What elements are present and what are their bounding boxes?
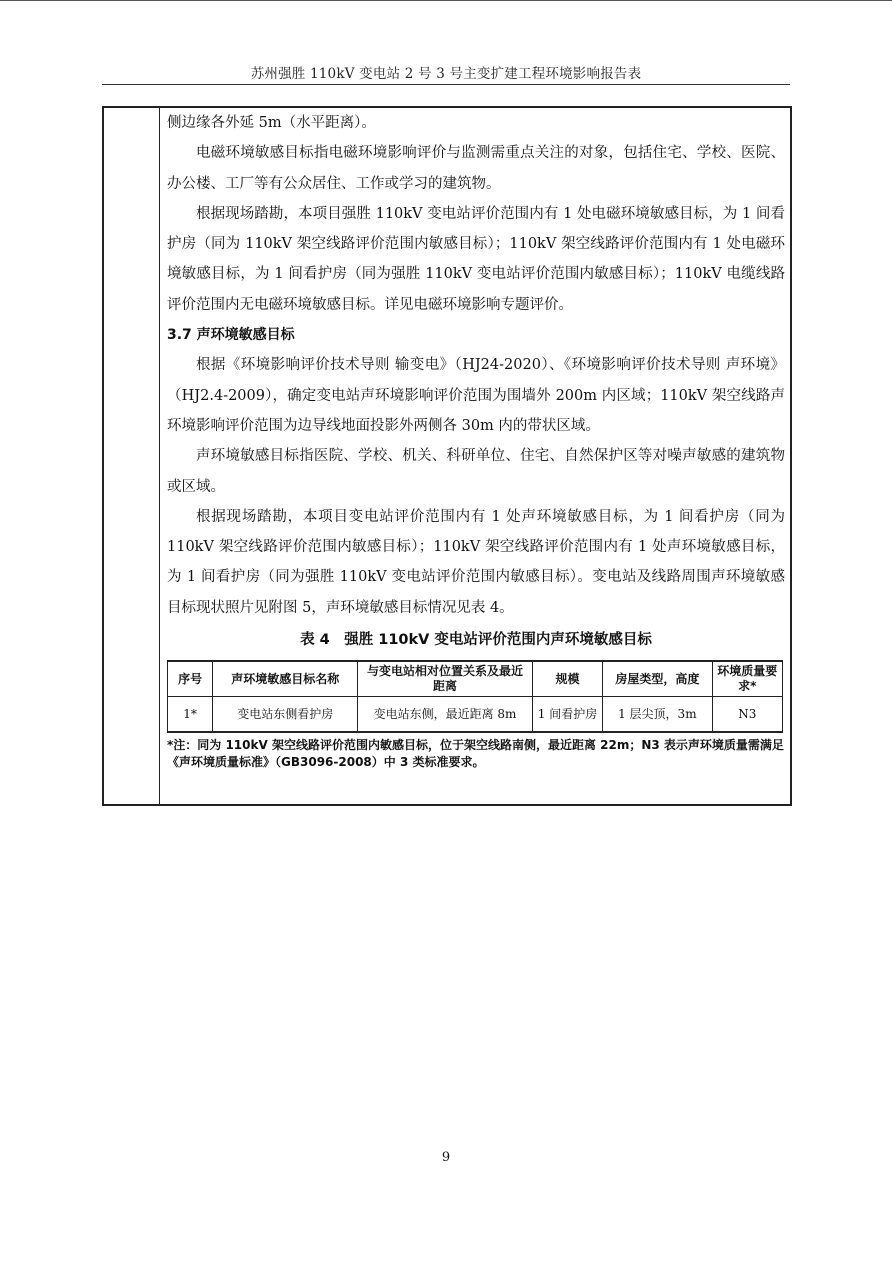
paragraph-noise-range: 根据《环境影响评价技术导则 输变电》（HJ24-2020）、《环境影响评价技术导则 声环境》（HJ2.4-2009），确定变电站声环境影响评价范围为围墙外 200m 内区域；110kV 架空线路声环境影响评价范围为边导线地面投影外两侧各 30m 内的带状区域。 [167, 357, 785, 434]
table-header-row [168, 661, 783, 697]
content-cell [167, 108, 785, 771]
paragraph-range-continuation: 侧边缘各外延 5m（水平距离）。 [167, 115, 376, 131]
table-row [168, 697, 783, 733]
paragraph-em-targets: 根据现场踏勘，本项目强胜 110kV 变电站评价范围内有 1 处电磁环境敏感目标，为 1 间看护房（同为 110kV 架空线路评价范围内敏感目标）；110kV 架空线路评价范围内有 1 处电磁环境敏感目标，为 1 间看护房（同为强胜 110kV 变电站评价范围内敏感目标）；110kV 电缆线路评价范围内无电磁环境敏感目标。详见电磁环境影响专题评价。 [167, 205, 785, 313]
header-cell: 房屋类型，高度 [603, 661, 712, 697]
header-cell: 与变电站相对位置关系及最近距离 [358, 661, 533, 697]
sensitive-target-table [167, 660, 783, 733]
table-note: *注：同为 110kV 架空线路评价范围内敏感目标，位于架空线路南侧，最近距离 22m；N3 表示声环境质量需满足《声环境质量标准》（GB3096-2008）中 3 类标准要求。 [167, 738, 784, 770]
paragraph-noise-targets: 根据现场踏勘，本项目变电站评价范围内有 1 处声环境敏感目标，为 1 间看护房（同为 110kV 架空线路评价范围内敏感目标）；110kV 架空线路评价范围内有 1 处声环境敏感目标，为 1 间看护房（同为强胜 110kV 变电站评价范围内敏感目标）。变电站及线路周围声环境敏感目标现状照片见附图 5，声环境敏感目标情况见表 4。 [167, 508, 785, 616]
paragraph-em-definition: 电磁环境敏感目标指电磁环境影响评价与监测需重点关注的对象，包括住宅、学校、医院、办公楼、工厂等有公众居住、工作或学习的建筑物。 [167, 145, 785, 192]
header-cell: 序号 [168, 661, 213, 697]
page-top-border [0, 0, 892, 1]
table-cell: 1* [168, 697, 213, 733]
table-title: 表 4 强胜 110kV 变电站评价范围内声环境敏感目标 [300, 632, 652, 649]
header-cell: 环境质量要求* [712, 661, 782, 697]
header-rule [102, 84, 790, 85]
header-cell: 规模 [532, 661, 602, 697]
table-cell: 变电站东侧看护房 [213, 697, 358, 733]
table-cell: 1 间看护房 [532, 697, 602, 733]
frame-column-divider [159, 108, 160, 804]
table-cell: 1 层尖顶，3m [603, 697, 712, 733]
section-heading: 3.7 声环境敏感目标 [167, 327, 295, 344]
document-header: 苏州强胜 110kV 变电站 2 号 3 号主变扩建工程环境影响报告表 [250, 66, 642, 82]
paragraph-noise-definition: 声环境敏感目标指医院、学校、机关、科研单位、住宅、自然保护区等对噪声敏感的建筑物或区域。 [167, 448, 785, 495]
table-cell: N3 [712, 697, 782, 733]
table-cell: 变电站东侧，最近距离 8m [358, 697, 533, 733]
page-number: 9 [441, 1150, 451, 1165]
header-cell: 声环境敏感目标名称 [213, 661, 358, 697]
content-frame [102, 106, 792, 806]
